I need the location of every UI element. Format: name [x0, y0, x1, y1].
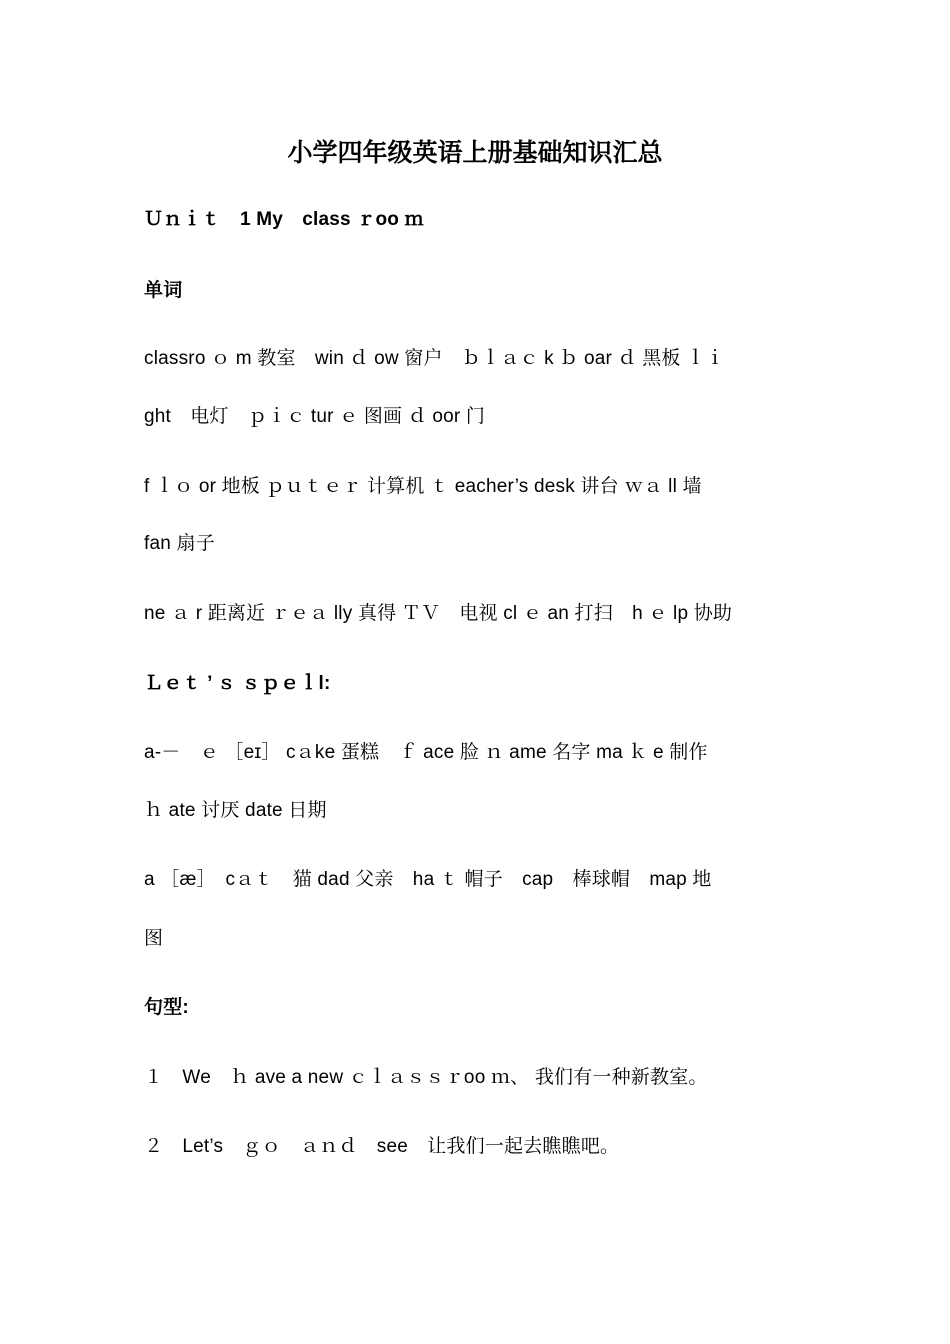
vocab-line: ne ａ r 距离近 ｒｅａ lly 真得 ＴＶ 电视 cl ｅ an 打扫 h ｅ lp 协助 [144, 603, 733, 624]
sentence-line: １ We ｈ ave a new ｃｌａｓｓｒoo ｍ、 我们有一种新教室。 [144, 1067, 708, 1088]
spell-line: a-－ ｅ ［eɪ］ cａke 蛋糕 ｆ ace 脸 ｎ ame 名字 ma ｋ e 制作 [144, 742, 708, 763]
vocab-line: ght 电灯 ｐｉｃ tur ｅ 图画 ｄ oor 门 [144, 406, 486, 427]
spell-line: 图 [144, 928, 164, 949]
vocab-line: classro ｏ m 教室 win ｄ ow 窗户 ｂｌａｃ k ｂ oar ｄ 黑板 ｌｉ [144, 348, 725, 369]
spell-line: a ［æ］ cａｔ 猫 dad 父亲 ha ｔ 帽子 cap 棒球帽 map 地 [144, 869, 712, 890]
sentence-line: ２ Let’s ｇｏ ａｎｄ see 让我们一起去瞧瞧吧。 [144, 1136, 620, 1157]
words-heading: 单词 [144, 280, 183, 301]
spell-heading: Ｌｅｔ ’ ｓ ｓｐｅｌl: [144, 673, 331, 694]
document-title: 小学四年级英语上册基础知识汇总 [287, 138, 663, 167]
spell-line: ｈ ate 讨厌 date 日期 [144, 800, 327, 821]
unit-heading: Ｕｎｉｔ 1 My class ｒoo ｍ [144, 209, 424, 230]
sentences-heading: 句型: [144, 997, 189, 1018]
vocab-line: f ｌｏ or 地板 ｐｕｔｅｒ 计算机 ｔ eacher’s desk 讲台 ｗａ ll 墙 [144, 476, 702, 497]
vocab-line: fan 扇子 [144, 533, 215, 554]
